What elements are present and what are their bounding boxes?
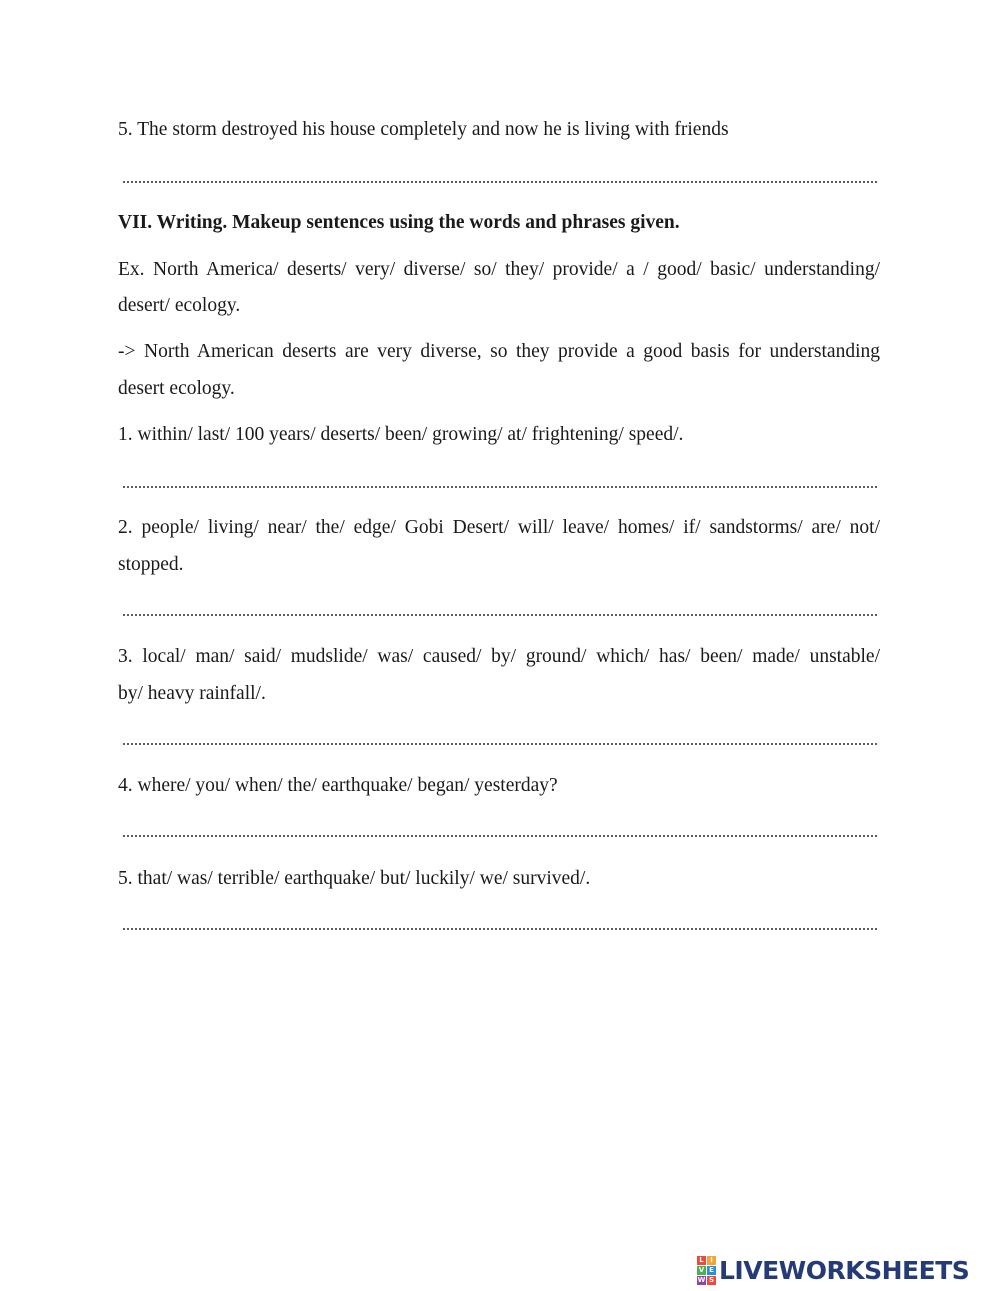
question-3-text-line2: by/ heavy rainfall/. (118, 683, 266, 704)
question-5-text: 5. that/ was/ terrible/ earthquake/ but/ luckily/ we/ survived/. (118, 868, 591, 889)
example-prompt-line1: Ex. North America/ deserts/ very/ diverse/ so/ they/ provide/ a / good/ basic/ understanding/ (118, 259, 880, 280)
example-answer-line1: -> North American deserts are very diverse, so they provide a good basis for understanding (118, 341, 880, 362)
logo-mark-cell: W (697, 1275, 706, 1284)
logo-mark-cell: E (707, 1266, 716, 1275)
liveworksheets-logo (697, 1255, 969, 1285)
answer-line-4[interactable] (122, 834, 878, 838)
answer-line-5[interactable] (122, 927, 878, 931)
logo-mark-cell: S (708, 1275, 715, 1284)
brand-name: LIVEWORKSHEETS (719, 1255, 970, 1285)
question-4-text: 4. where/ you/ when/ the/ earthquake/ began/ yesterday? (118, 775, 558, 796)
logo-mark-cell: I (707, 1256, 716, 1265)
section-heading: VII. Writing. Makeup sentences using the words and phrases given. (118, 212, 680, 233)
answer-line-3[interactable] (122, 742, 878, 746)
liveworksheets-mark-icon (697, 1256, 716, 1285)
prev-item-text: 5. The storm destroyed his house completely and now he is living with friends (118, 119, 729, 140)
example-answer-line2: desert ecology. (118, 378, 235, 399)
logo-mark-cell: L (697, 1256, 706, 1265)
question-3-text-line1: 3. local/ man/ said/ mudslide/ was/ caused/ by/ ground/ which/ has/ been/ made/ unstable/ (118, 646, 880, 667)
question-2-text-line1: 2. people/ living/ near/ the/ edge/ Gobi Desert/ will/ leave/ homes/ if/ sandstorms/ are/ not/ (118, 517, 880, 538)
example-prompt-line2: desert/ ecology. (118, 295, 241, 316)
answer-line-1[interactable] (122, 485, 878, 489)
logo-mark-cell: V (698, 1265, 705, 1274)
answer-line-prev-item[interactable] (122, 180, 878, 184)
answer-line-2[interactable] (122, 613, 878, 617)
question-2-text-line2: stopped. (118, 554, 184, 575)
question-1-text: 1. within/ last/ 100 years/ deserts/ been/ growing/ at/ frightening/ speed/. (118, 424, 684, 445)
